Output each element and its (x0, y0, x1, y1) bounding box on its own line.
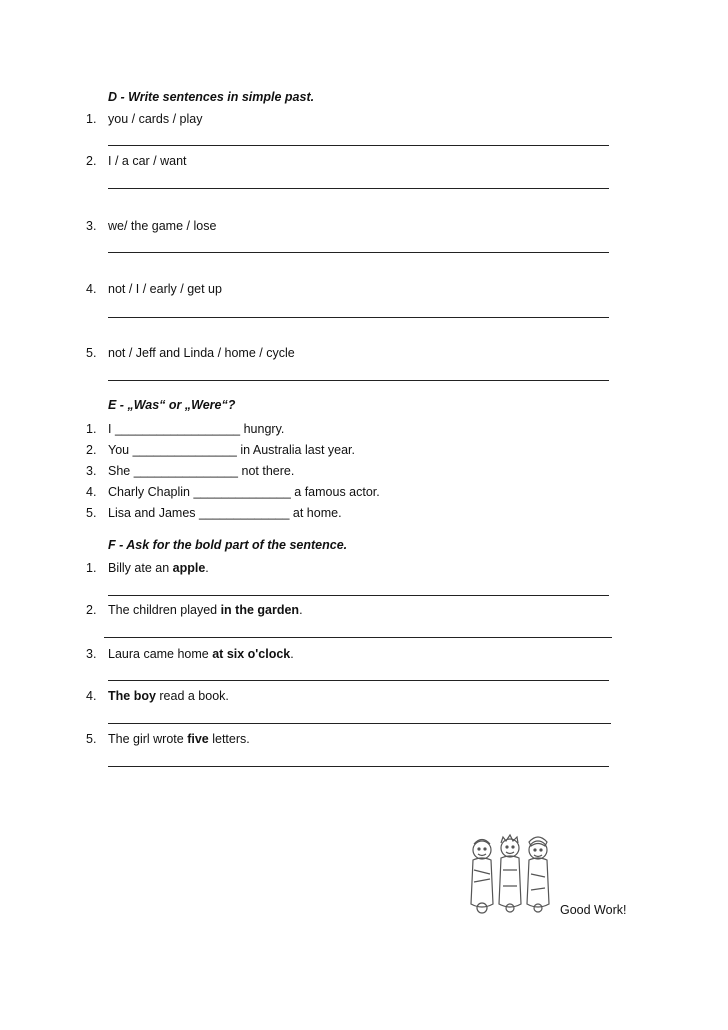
answer-line[interactable] (108, 723, 611, 724)
sentence-end: at home. (292, 506, 342, 520)
sentence-start: Charly Chaplin (108, 485, 190, 499)
sentence-start: Lisa and James (108, 506, 196, 520)
sentence-start: You (108, 443, 130, 457)
fill-in-sentence (108, 505, 342, 521)
sentence-start: I (108, 422, 112, 436)
sentence: The girl wrote five letters. (108, 732, 250, 746)
section-d-heading: D - Write sentences in simple past. (108, 90, 315, 104)
item-number: 5. (86, 346, 97, 360)
item-number: 4. (86, 282, 97, 296)
item-number: 5. (86, 732, 97, 746)
bold-part: at six o'clock (212, 647, 291, 661)
answer-line[interactable] (108, 188, 609, 189)
answer-line[interactable] (104, 637, 612, 638)
sentence-end: a famous actor. (294, 485, 380, 499)
children-clipart (462, 830, 558, 918)
item-prompt: not / Jeff and Linda / home / cycle (108, 346, 295, 360)
fill-in-sentence (108, 421, 284, 437)
fill-in-sentence (108, 484, 380, 500)
blank-field[interactable]: __________________ (114, 422, 241, 436)
item-number: 2. (86, 603, 97, 617)
section-e-heading: E - „Was“ or „Were“? (108, 398, 236, 412)
blank-field[interactable]: ______________ (193, 485, 291, 499)
item-prompt: not / I / early / get up (108, 282, 222, 296)
answer-line[interactable] (108, 317, 609, 318)
answer-line[interactable] (108, 252, 609, 253)
sentence: Billy ate an apple. (108, 561, 209, 575)
item-number: 1. (86, 561, 97, 575)
answer-line[interactable] (108, 145, 609, 146)
good-work-text: Good Work! (560, 903, 627, 917)
sentence-end: in Australia last year. (240, 443, 355, 457)
item-prompt: you / cards / play (108, 112, 203, 126)
item-prompt: we/ the game / lose (108, 219, 217, 233)
bold-part: The boy (108, 689, 156, 703)
sentence-start: She (108, 464, 131, 478)
sentence-end: not there. (241, 464, 295, 478)
section-f-heading: F - Ask for the bold part of the sentence. (108, 538, 348, 552)
answer-line[interactable] (108, 766, 609, 767)
blank-field[interactable]: _______________ (132, 443, 237, 457)
blank-field[interactable]: _____________ (199, 506, 290, 520)
item-number: 5. (86, 506, 97, 520)
answer-line[interactable] (108, 680, 609, 681)
bold-part: five (187, 732, 209, 746)
item-number: 3. (86, 219, 97, 233)
sentence: The children played in the garden. (108, 603, 303, 617)
item-number: 4. (86, 485, 97, 499)
item-number: 2. (86, 443, 97, 457)
item-number: 1. (86, 422, 97, 436)
answer-line[interactable] (108, 595, 609, 596)
bold-part: apple (172, 561, 206, 575)
item-prompt: I / a car / want (108, 154, 187, 168)
sentence: Laura came home at six o'clock. (108, 647, 294, 661)
item-number: 1. (86, 112, 97, 126)
fill-in-sentence (108, 442, 355, 458)
fill-in-sentence (108, 463, 294, 479)
item-number: 3. (86, 647, 97, 661)
sentence-end: hungry. (243, 422, 285, 436)
answer-line[interactable] (108, 380, 609, 381)
blank-field[interactable]: _______________ (133, 464, 239, 478)
sentence: The boy read a book. (108, 689, 229, 703)
item-number: 4. (86, 689, 97, 703)
item-number: 2. (86, 154, 97, 168)
bold-part: in the garden (220, 603, 300, 617)
item-number: 3. (86, 464, 97, 478)
